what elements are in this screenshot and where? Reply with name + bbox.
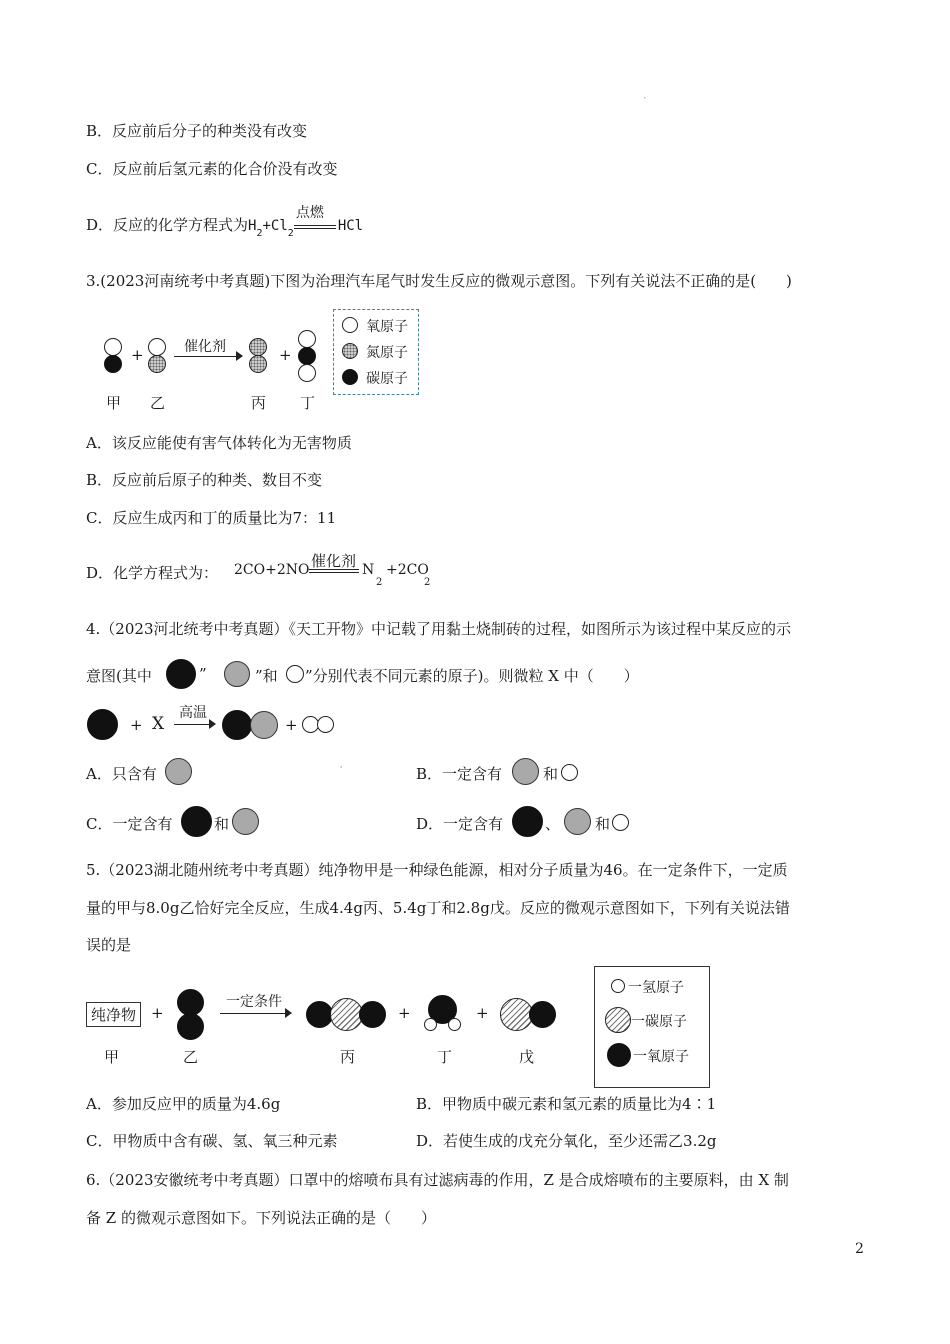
legend-carbon: 一碳原子 xyxy=(631,1014,687,1030)
condition-ignite: 点燃 xyxy=(295,205,324,221)
white-atom-icon xyxy=(424,1018,437,1031)
reaction-arrow xyxy=(220,1013,290,1014)
arrow-head-icon xyxy=(236,351,243,361)
gray-atom-icon xyxy=(564,808,591,835)
prev-option-d-label: D．反应的化学方程式为 xyxy=(86,216,249,234)
q3-option-c: C．反应生成丙和丁的质量比为7：11 xyxy=(86,509,337,527)
legend-nitrogen: 氮原子 xyxy=(366,345,408,361)
legend-hydrogen: 一氢原子 xyxy=(628,980,684,996)
label-wu: 戊 xyxy=(519,1048,535,1066)
equation-bar xyxy=(309,569,359,570)
oxygen-atom-icon xyxy=(148,338,166,356)
page-number: 2 xyxy=(855,1241,864,1257)
plus-sign: + xyxy=(131,346,144,364)
white-atom-icon xyxy=(611,979,625,993)
legend-oxygen: 一氧原子 xyxy=(633,1049,689,1065)
legend-oxygen: 氧原子 xyxy=(366,319,408,335)
q5-option-b: B．甲物质中碳元素和氢元素的质量比为4∶1 xyxy=(416,1095,717,1113)
dun-text: 、 xyxy=(545,815,561,833)
black-atom-icon xyxy=(166,659,196,689)
black-atom-icon xyxy=(359,1001,386,1028)
scan-speck: , xyxy=(340,760,343,769)
prev-option-b: B．反应前后分子的种类没有改变 xyxy=(86,122,308,140)
black-atom-icon xyxy=(222,710,252,740)
q4-stem-line1: 4.（2023河北统考中考真题）《天工开物》中记载了用黏土烧制砖的过程，如图所示为该过程中某反应的示 xyxy=(86,620,791,638)
white-atom-icon xyxy=(286,665,304,683)
subscript-2: 2 xyxy=(424,577,431,588)
black-atom-icon xyxy=(529,1001,556,1028)
q4-stem-and: ”和 xyxy=(255,667,278,685)
subscript-2: 2 xyxy=(376,577,383,588)
black-atom-icon xyxy=(177,989,204,1016)
hatched-atom-icon xyxy=(605,1007,631,1033)
plus-sign: + xyxy=(285,716,298,734)
plus-sign: + xyxy=(279,346,292,364)
label-bing: 丙 xyxy=(340,1048,356,1066)
pure-substance-box: 纯净物 xyxy=(86,1002,141,1027)
condition-high-temp: 高温 xyxy=(179,705,207,721)
catalyst-label: 催化剂 xyxy=(184,339,226,355)
q4-stem-end: ”分别代表不同元素的原子)。则微粒 X 中（ ） xyxy=(305,667,639,685)
q3-eq-right: +2CO xyxy=(386,562,429,578)
q6-stem-line2: 备 Z 的微观示意图如下。下列说法正确的是（ ） xyxy=(86,1209,436,1227)
arrow-head-icon xyxy=(209,719,216,729)
q3-option-a: A．该反应能使有害气体转化为无害物质 xyxy=(86,434,352,452)
plus-sign: + xyxy=(398,1004,411,1022)
gray-atom-icon xyxy=(165,758,192,785)
prev-option-c: C．反应前后氢元素的化合价没有改变 xyxy=(86,160,338,178)
label-jia: 甲 xyxy=(104,1048,120,1066)
q5-stem-line3: 误的是 xyxy=(86,936,132,954)
and-text: 和 xyxy=(595,815,611,833)
q3-eq-left: 2CO+2NO xyxy=(234,562,310,578)
q5-option-a: A．参加反应甲的质量为4.6g xyxy=(86,1095,281,1113)
label-ding: 丁 xyxy=(300,394,316,412)
label-yi: 乙 xyxy=(150,394,166,412)
q3-eq-n2: N xyxy=(362,562,375,578)
nitrogen-atom-icon xyxy=(342,343,358,359)
equation-bar xyxy=(309,572,359,573)
label-jia: 甲 xyxy=(106,394,122,412)
white-atom-icon xyxy=(317,716,334,733)
q3-eq-catalyst: 催化剂 xyxy=(311,552,357,570)
condition-certain: 一定条件 xyxy=(226,994,282,1010)
x-label: X xyxy=(152,714,165,734)
white-atom-icon xyxy=(448,1018,461,1031)
gray-atom-icon xyxy=(224,661,250,687)
nitrogen-atom-icon xyxy=(249,355,267,373)
plus-sign: + xyxy=(151,1004,164,1022)
gray-atom-icon xyxy=(250,711,278,739)
carbon-atom-icon xyxy=(342,369,358,385)
q3-option-d-label: D．化学方程式为： xyxy=(86,564,219,582)
nitrogen-atom-icon xyxy=(148,355,166,373)
oxygen-atom-icon xyxy=(298,364,316,382)
label-ding: 丁 xyxy=(437,1048,453,1066)
q3-option-b: B．反应前后原子的种类、数目不变 xyxy=(86,471,323,489)
black-atom-icon xyxy=(306,1001,333,1028)
q4-option-b: B．一定含有 xyxy=(416,765,503,783)
equation-arrow-ignite xyxy=(294,205,338,233)
oxygen-atom-icon xyxy=(104,338,122,356)
black-atom-icon xyxy=(512,806,543,837)
reaction-arrow xyxy=(174,724,214,725)
q4-stem-line2 xyxy=(86,665,152,686)
oxygen-atom-icon xyxy=(298,330,316,348)
carbon-atom-icon xyxy=(298,347,316,365)
q4-option-a: A．只含有 xyxy=(86,765,157,783)
q4-option-c: C．一定含有 xyxy=(86,815,173,833)
arrow-head-icon xyxy=(285,1008,292,1018)
q4-stem-quote: ” xyxy=(199,665,207,683)
plus-sign: + xyxy=(476,1004,489,1022)
black-atom-icon xyxy=(181,806,212,837)
black-atom-icon xyxy=(177,1013,204,1040)
carbon-atom-icon xyxy=(104,355,122,373)
q4-stem-part: 意图(其中 xyxy=(86,667,152,685)
label-yi: 乙 xyxy=(183,1048,199,1066)
q5-stem-line2: 量的甲与8.0g乙恰好完全反应，生成4.4g丙、5.4g丁和2.8g戊。反应的微观示意图如下，下列有关说法错 xyxy=(86,899,790,917)
prev-option-d: D．反应的化学方程式为$H_2+Cl_2$ 点燃 HCl xyxy=(86,214,363,235)
black-atom-icon xyxy=(607,1043,631,1067)
q6-stem-line1: 6.（2023安徽统考中考真题）口罩中的熔喷布具有过滤病毒的作用，Z 是合成熔喷布的主要原料，由 X 制 xyxy=(86,1171,789,1189)
white-atom-icon xyxy=(561,764,578,781)
plus-sign: + xyxy=(130,716,143,734)
oxygen-atom-icon xyxy=(342,317,358,333)
q5-option-c: C．甲物质中含有碳、氢、氧三种元素 xyxy=(86,1132,338,1150)
label-bing: 丙 xyxy=(251,394,267,412)
q3-option-d xyxy=(86,562,218,583)
q5-option-d: D．若使生成的戊充分氧化，至少还需乙3.2g xyxy=(416,1132,717,1150)
header-mark: ′ xyxy=(644,96,646,105)
white-atom-icon xyxy=(612,814,629,831)
legend-carbon: 碳原子 xyxy=(366,371,408,387)
q5-stem-line1: 5.（2023湖北随州统考中考真题）纯净物甲是一种绿色能源，相对分子质量为46。在一定条件下，一定质 xyxy=(86,861,788,879)
and-text: 和 xyxy=(543,765,559,783)
black-atom-icon xyxy=(87,709,118,740)
gray-atom-icon xyxy=(232,808,259,835)
and-text: 和 xyxy=(214,815,230,833)
q4-option-d: D．一定含有 xyxy=(416,815,504,833)
nitrogen-atom-icon xyxy=(249,338,267,356)
reaction-arrow xyxy=(174,356,242,357)
q3-stem: 3.(2023河南统考中考真题)下图为治理汽车尾气时发生反应的微观示意图。下列有关说法不正确的是( ) xyxy=(86,272,792,290)
gray-atom-icon xyxy=(512,758,539,785)
